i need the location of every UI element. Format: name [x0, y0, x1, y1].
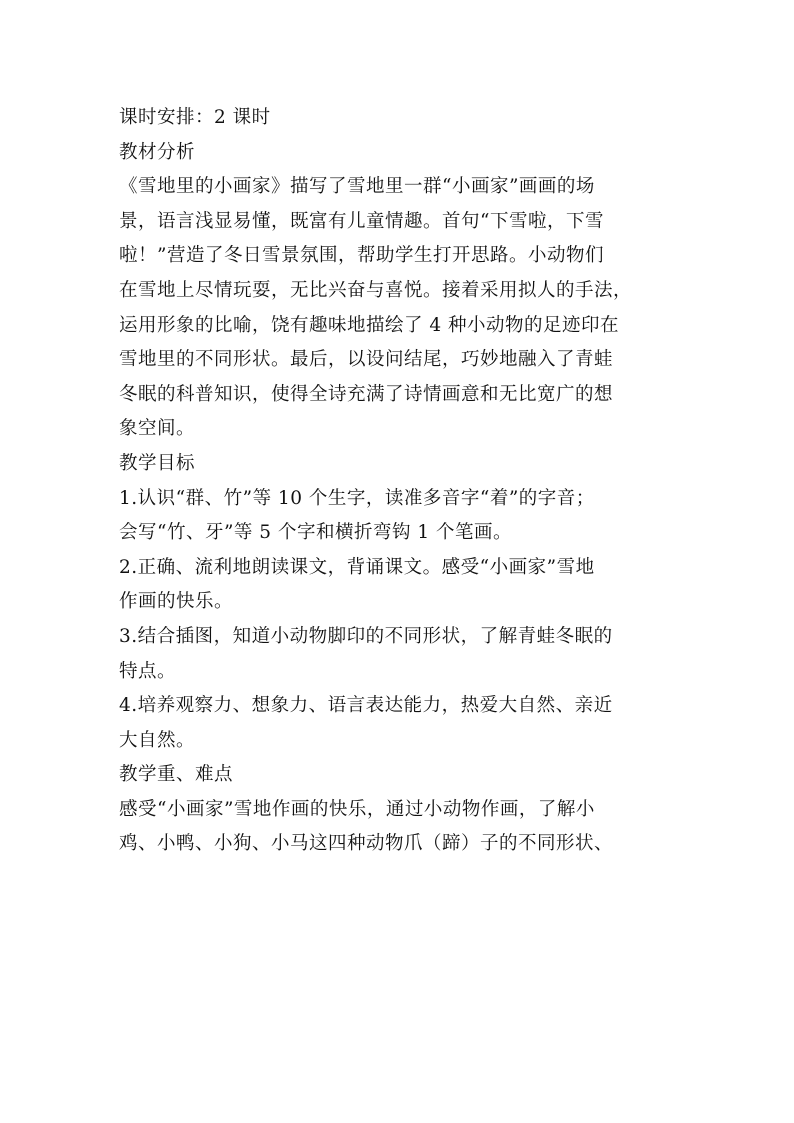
goal-line: 特点。 — [119, 660, 177, 682]
goal-line: 会写“竹、牙”等 5 个字和横折弯钩 1 个笔画。 — [119, 522, 512, 544]
paragraph-line: 冬眠的科普知识，使得全诗充满了诗情画意和无比宽广的想 — [119, 383, 614, 405]
paragraph-line: 啦！”营造了冬日雪景氛围，帮助学生打开思路。小动物们 — [119, 245, 604, 267]
section-heading-key-points: 教学重、难点 — [119, 764, 234, 786]
schedule-line: 课时安排：2 课时 — [119, 107, 271, 128]
goal-line: 1.认识“群、竹”等 10 个生字，读准多音字“着”的字音； — [119, 487, 595, 509]
paragraph-line: 景，语言浅显易懂，既富有儿童情趣。首句“下雪啦，下雪 — [119, 210, 604, 232]
goal-line: 3.结合插图，知道小动物脚印的不同形状，了解青蛙冬眠的 — [119, 625, 613, 647]
paragraph-line: 感受“小画家”雪地作画的快乐，通过小动物作画，了解小 — [119, 798, 595, 820]
paragraph-line: 运用形象的比喻，饶有趣味地描绘了 4 种小动物的足迹印在 — [119, 314, 620, 336]
paragraph-line: 在雪地上尽情玩耍，无比兴奋与喜悦。接着采用拟人的手法， — [119, 279, 633, 301]
paragraph-line: 《雪地里的小画家》描写了雪地里一群“小画家”画画的场 — [119, 176, 595, 198]
goal-line: 作画的快乐。 — [119, 591, 234, 613]
goal-line: 大自然。 — [119, 729, 196, 751]
document-body — [119, 101, 679, 862]
goal-line: 2.正确、流利地朗读课文，背诵课文。感受“小画家”雪地 — [119, 556, 595, 578]
section-heading-material-analysis: 教材分析 — [119, 141, 196, 163]
section-heading-teaching-goals: 教学目标 — [119, 452, 196, 474]
paragraph-line: 鸡、小鸭、小狗、小马这四种动物爪（蹄）子的不同形状、 — [119, 833, 614, 855]
paragraph-line: 雪地里的不同形状。最后，以设问结尾，巧妙地融入了青蛙 — [119, 349, 614, 371]
paragraph-line: 象空间。 — [119, 418, 196, 440]
goal-line: 4.培养观察力、想象力、语言表达能力，热爱大自然、亲近 — [119, 695, 613, 717]
